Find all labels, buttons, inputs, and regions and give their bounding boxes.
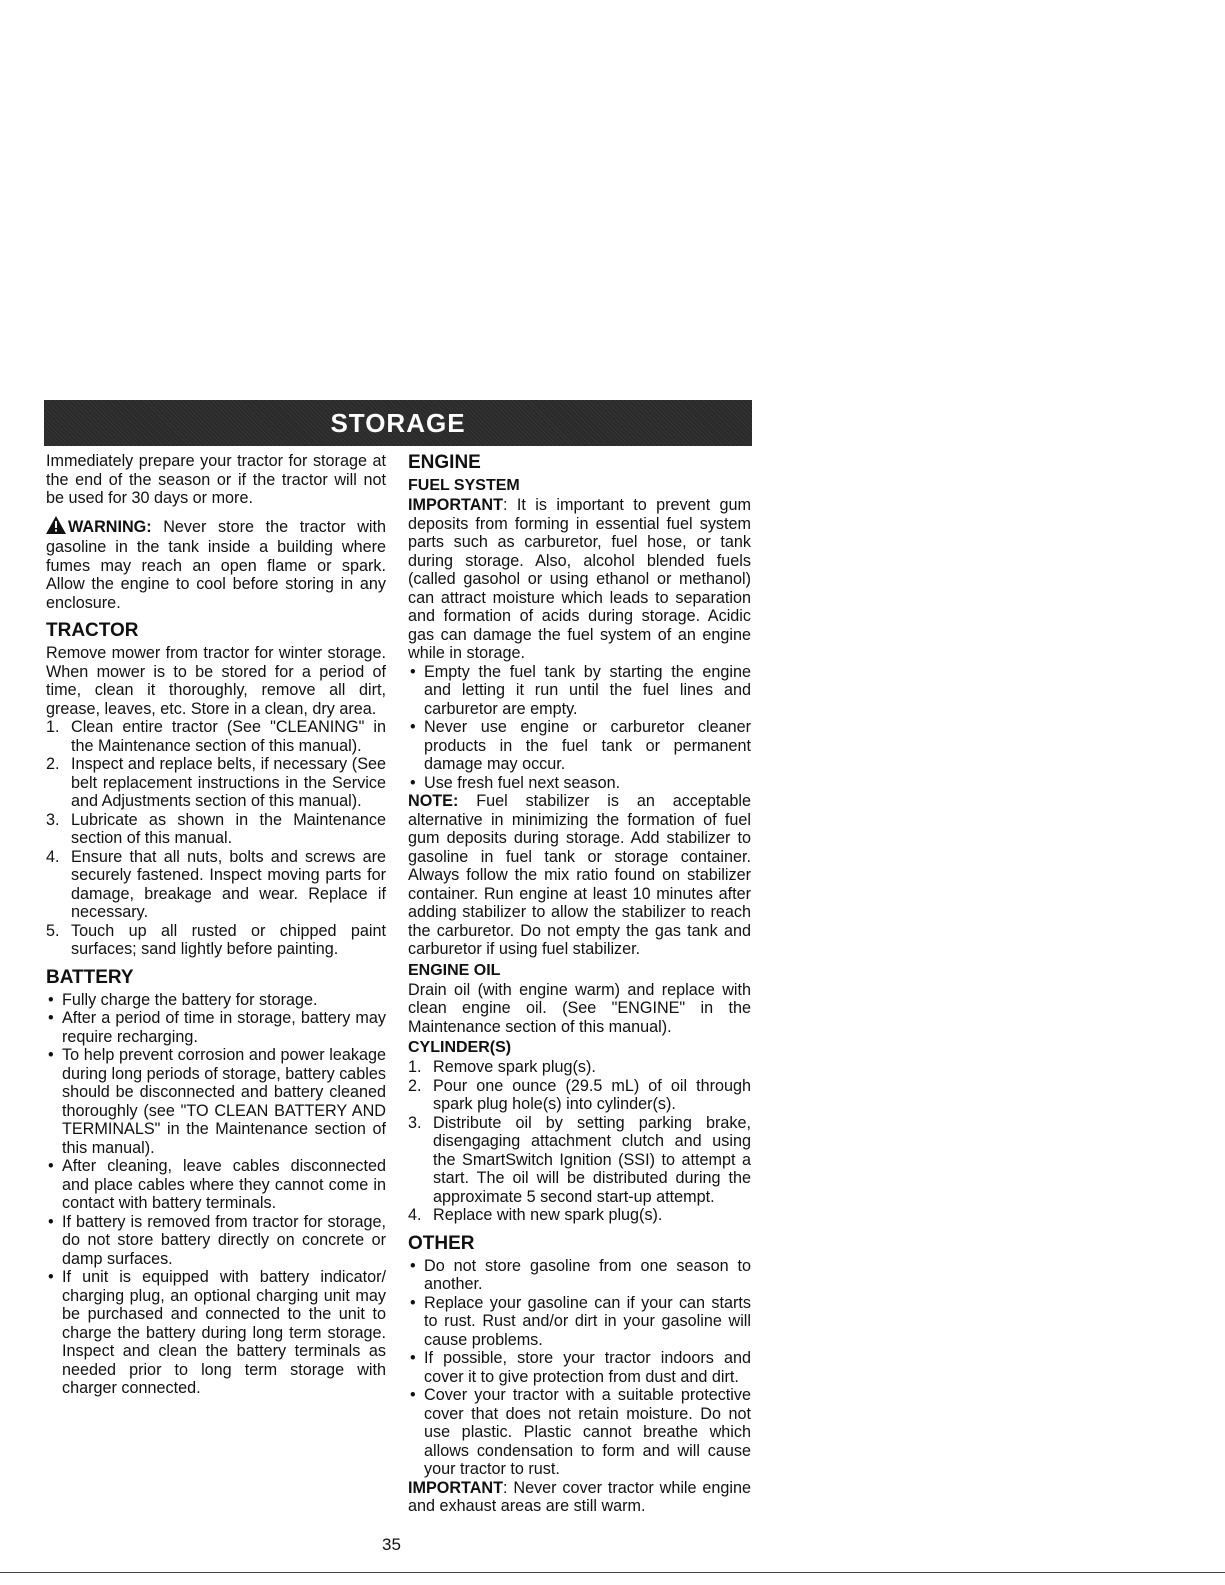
left-column [46,452,386,1398]
list-item: • Empty the fuel tank by starting the engine and letting it run until the fuel lines and carburetor are empty. [410,662,751,718]
important-text: : It is important to prevent gum deposits from forming in essential fuel system parts such as carburetor, fuel hose, or tank during storage. Also, alcohol blended fuels (called gasohol or using ethanol or methanol) can attract moisture which leads to separation and formation of acids during storage. Acidic gas can damage the fuel system of an engine while in storage. [408,496,751,662]
list-item: • Never use engine or carburetor cleaner products in the fuel tank or permanent damage may occur. [410,718,751,773]
list-item: • After a period of time in storage, battery may require recharging. [48,1009,386,1046]
fuel-list [408,663,751,793]
engine-oil-heading: ENGINE OIL [408,961,501,979]
page-title: STORAGE [330,407,466,438]
page-number: 35 [382,1535,401,1554]
list-item: • Fully charge the battery for storage. [48,990,318,1009]
important-text: : Never cover tractor while engine and exhaust areas are still warm. [408,1478,751,1515]
warning-label: WARNING: [68,517,152,536]
important-label: IMPORTANT [408,1478,504,1497]
engine-heading: ENGINE [408,452,481,473]
list-item: 3. Lubricate as shown in the Maintenance section of this manual. [46,810,386,847]
battery-heading: BATTERY [46,966,134,988]
right-column [408,452,751,1516]
tractor-steps [46,718,386,959]
list-item: 2. Pour one ounce (29.5 mL) of oil through spark plug hole(s) into cylinder(s). [408,1076,751,1113]
list-item: • Cover your tractor with a suitable protective cover that does not retain moisture. Do not use plastic. Plastic cannot breathe which allows condensation to form and will cause your tractor to rust. [410,1386,751,1478]
warning-text: Never store the tractor with gasoline in the tank inside a building where fumes may reach an open flame or spark. Allow the engine to cool before storing in any enclosure. [46,517,386,612]
list-item: • If unit is equipped with battery indicator/ charging plug, an optional charging unit may be purchased and connected to the unit to charge the battery during long term storage. Inspect and clean the battery terminals as needed prior to long term storage with charger connected. [48,1268,386,1397]
section-banner [44,400,752,446]
other-list [408,1257,751,1479]
other-heading: OTHER [408,1232,475,1254]
fuel-note-paragraph [408,792,751,959]
battery-list [46,991,386,1398]
list-item: 1. Clean entire tractor (See "CLEANING" in the Maintenance section of this manual). [46,718,386,755]
intro-paragraph: Immediately prepare your tractor for storage at the end of the season or if the tractor will not be used for 30 days or more. [46,452,386,507]
list-item: • After cleaning, leave cables disconnected and place cables where they cannot come in contact with battery terminals. [48,1157,386,1212]
important-label: IMPORTANT [408,496,504,514]
bottom-rule [0,1572,1225,1573]
cylinder-steps [408,1058,751,1225]
tractor-text: Remove mower from tractor for winter storage. When mower is to be stored for a period of time, clean it thoroughly, remove all dirt, grease, leaves, etc. Store in a clean, dry area. [46,644,386,718]
warning-paragraph [46,516,386,613]
list-item: 2. Inspect and replace belts, if necessary (See belt replacement instructions in the Service and Adjustments section of this manual). [46,755,386,810]
fuel-important-paragraph [408,496,751,663]
tractor-heading: TRACTOR [46,620,139,641]
list-item: 4. Ensure that all nuts, bolts and screws are securely fastened. Inspect moving parts for damage, breakage and wear. Replace if necessary. [46,847,386,921]
list-item: • Do not store gasoline from one season to another. [410,1256,751,1293]
list-item: • Use fresh fuel next season. [410,773,621,792]
other-important-paragraph [408,1479,751,1516]
list-item: 4. Replace with new spark plug(s). [408,1206,663,1224]
engine-oil-text: Drain oil (with engine warm) and replace with clean engine oil. (See "ENGINE" in the Maintenance section of this manual). [408,980,751,1036]
warning-triangle-icon [46,516,66,539]
list-item: • If possible, store your tractor indoors and cover it to give protection from dust and dirt. [410,1349,751,1386]
list-item: • If battery is removed from tractor for storage, do not store battery directly on concrete or damp surfaces. [48,1212,386,1268]
note-label: NOTE: [408,792,459,810]
list-item: • Replace your gasoline can if your can starts to rust. Rust and/or dirt in your gasoline will cause problems. [410,1293,751,1349]
list-item: • To help prevent corrosion and power leakage during long periods of storage, battery cables should be disconnected and battery cleaned thoroughly (see "TO CLEAN BATTERY AND TERMINALS" in the Maintenance section of this manual). [48,1046,386,1157]
list-item: 5. Touch up all rusted or chipped paint surfaces; sand lightly before painting. [46,921,386,958]
note-text: Fuel stabilizer is an acceptable alternative in minimizing the formation of fuel gum deposits during storage. Add stabilizer to gasoline in fuel tank or storage container. Always follow the mix ratio found on stabilizer container. Run engine at least 10 minutes after adding stabilizer to allow the stabilizer to reach the carburetor. Do not empty the gas tank and carburetor if using fuel stabilizer. [408,792,751,958]
fuel-system-heading: FUEL SYSTEM [408,477,520,494]
list-item: 1. Remove spark plug(s). [408,1058,596,1076]
cylinders-heading: CYLINDER(S) [408,1039,512,1056]
list-item: 3. Distribute oil by setting parking brake, disengaging attachment clutch and using the SmartSwitch Ignition (SSI) to attempt a start. The oil will be distributed during the approximate 5 second start-up attempt. [408,1113,751,1206]
